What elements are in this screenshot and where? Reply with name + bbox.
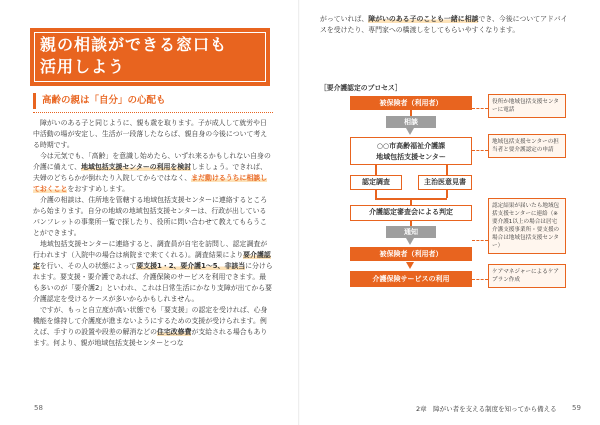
flow-connector — [375, 190, 377, 198]
body-text-run: をおすすめします。 — [67, 185, 129, 193]
flow-connector — [410, 198, 412, 205]
flow-center — [350, 137, 472, 165]
flow-service-use: 介護保険サービスの利用 — [350, 271, 472, 287]
body-text-run: 障がいのある子と同じように、親も歳を取ります。子が成人して就労や日中活動の場が安定し、生活が一段落したならば、親自身の今後について考える時期です。 — [33, 119, 268, 149]
title-line-2: 活用しよう — [40, 57, 126, 76]
body-text-run: を行い、その人の状態によって — [39, 262, 137, 270]
flow-insured-person-2: 被保険者（利用者） — [350, 247, 472, 261]
section-heading: 高齢の親は「自分」の心配も — [33, 93, 282, 109]
paragraph — [33, 305, 273, 349]
body-text-run: 地域包括支援センターに連絡すると、調査員が自宅を訪問し、認定調査が行われます（入院中の場合は病院まで来てくれる）。調査結果により — [33, 240, 268, 259]
highlighted-text: 障がいのある子のことも一緒に相談 — [368, 15, 479, 23]
note-connector — [472, 279, 488, 280]
page-number-right: 59 — [572, 404, 581, 412]
flow-doctor-opinion: 主治医意見書 — [418, 175, 472, 190]
chapter-footer: 2章 障がい者を支える制度を知ってから備える — [416, 405, 557, 413]
flow-center-line-1: ○○市高齢福祉介護課 — [376, 142, 446, 150]
note-connector — [472, 150, 488, 151]
right-continuation-text — [320, 14, 570, 36]
section-divider — [33, 112, 273, 113]
body-text-run: 介護の相談は、住所地を管轄する地域包括支援センターに連絡するところから始まります。自分の地域の地域包括支援センターは、行政が出しているパンフレットの事業所一覧で探したり、役所に問い合わせて教えてもらうことができます。 — [33, 196, 268, 237]
highlighted-text: 地域包括支援センターの利用を検討 — [81, 163, 192, 171]
flow-consultation: 相談 — [386, 116, 436, 128]
arrow-down-icon — [406, 128, 414, 136]
flow-connector — [446, 165, 448, 175]
body-text-run: 今は元気でも、「高齢」を意識し始めたら、いずれ来るかもしれない自身の介護に備えて、 — [33, 152, 271, 171]
title-line-1: 親の相談ができる窓口も — [40, 35, 228, 54]
body-text-run: がっていれば、 — [320, 15, 369, 23]
left-body-text — [33, 118, 273, 349]
body-text-run: でき、今後についてアドバイスを受けたり、専門家への橋渡しをしてもらいやすくなります。 — [320, 15, 568, 34]
note-connector — [472, 108, 488, 109]
body-text-run: に分けられます。要支援・要介護であれば、介護保険のサービスを利用できます。最も多いのが「要介護2」といわれ、これは日常生活にかなり支障が出てから要介護認定を受けるケースが多いからかもしれません。 — [33, 262, 273, 303]
paragraph — [33, 195, 273, 239]
highlighted-text: 要支援1・2、要介護1〜5、非該当 — [136, 262, 246, 270]
diagram-title: ［要介護認定のプロセス］ — [320, 84, 402, 92]
note-result: 認定結果が届いたら地域包括支援センターに連絡（※要介護1以上の場合は居宅介護支援事業所・要支援の場合は地域包括支援センター） — [488, 198, 566, 254]
flow-insured-person: 被保険者（利用者） — [350, 96, 472, 110]
highlighted-text: まだ動けるうちに相談しておくこと — [33, 174, 268, 193]
paragraph — [33, 151, 273, 195]
body-text-run: しましょう。できれば、夫婦のどちらかが倒れたり入院してからではなく、 — [33, 163, 267, 182]
body-text-run: ですが、もっと自立度が高い状態でも「要支援」の認定を受ければ、心身機能を維持して介護度が進まないようにするための支援が受けられます。例えば、手すりの設置や段差の解消などの — [33, 306, 268, 336]
flow-committee: 介護認定審査会による判定 — [350, 205, 472, 221]
flow-notice: 通知 — [386, 226, 436, 238]
note-connector — [472, 240, 488, 241]
flow-survey: 認定調査 — [350, 175, 402, 190]
paragraph — [33, 118, 273, 151]
note-application: 地域包括支援センターの担当者と要介護認定の申請 — [488, 134, 566, 158]
flow-connector — [446, 190, 448, 198]
body-text-run: が支給される場合もあります。何より、親が地域包括支援センターとつな — [33, 328, 268, 347]
flow-center-line-2: 地域包括支援センター — [376, 153, 446, 161]
flow-connector — [375, 165, 377, 175]
paragraph — [33, 239, 273, 305]
arrow-down-icon — [406, 238, 414, 246]
paragraph — [320, 14, 570, 36]
chapter-title-box — [30, 28, 270, 86]
arrow-down-icon — [406, 262, 414, 270]
left-page — [0, 0, 299, 425]
note-careplan: ケアマネジャーによるケアプラン作成 — [488, 264, 566, 288]
note-phone: 役所か地域包括支援センターに電話 — [488, 94, 566, 118]
page-number-left: 58 — [34, 404, 43, 412]
highlighted-text: 住宅改修費 — [157, 328, 192, 336]
highlighted-text: 要介護認定 — [33, 251, 271, 270]
